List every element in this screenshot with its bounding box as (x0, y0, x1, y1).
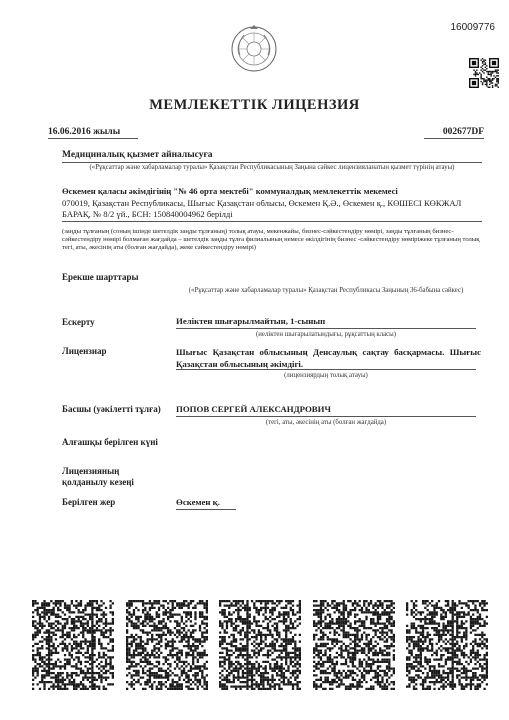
barcode-4-icon (313, 600, 395, 690)
license-number: 002677DF (442, 127, 484, 137)
validity-label-line1: Лицензияның (62, 466, 120, 476)
conditions-caption: («Рұқсаттар және хабарламалар туралы» Қазақстан Республикасы Заңының 36-бабына сәйкес) (188, 287, 464, 294)
licensor-underline (176, 369, 476, 370)
document-title: МЕМЛЕКЕТТІК ЛИЦЕНЗИЯ (149, 97, 360, 113)
remark-value: Иеліктен шығарылмайтын, 1-сынып (176, 316, 326, 326)
state-emblem-icon (230, 25, 278, 73)
validity-label-line2: қолданылу кезеңі (62, 477, 134, 487)
validity-label (62, 466, 134, 488)
qr-code-icon (469, 58, 499, 88)
head-value: ПОПОВ СЕРГЕЙ АЛЕКСАНДРОВИЧ (176, 404, 331, 414)
licensee-address: 070019, Қазақстан Республикасы, Шығыс Қазақстан облысы, Өскемен Қ.Ә., Өскемен қ., КӨШЕСІ КӨКЖАЛ БАРАҚ, № 8/2 үй., БСН: 150840004962 берілді (62, 198, 462, 219)
document-number: 16009776 (450, 22, 495, 33)
barcode-5-icon (406, 600, 488, 690)
license-number-underline (424, 138, 484, 139)
first-issue-label: Алғашқы берілген күні (62, 437, 158, 447)
conditions-label: Ерекше шарттары (62, 272, 139, 282)
licensor-label: Лицензиар (62, 346, 107, 356)
activity-underline (62, 162, 482, 163)
licensee-underline (62, 221, 482, 222)
head-caption: (тегі, аты, әкесінің аты (болған жағдайда) (265, 419, 387, 426)
issue-date: 16.06.2016 жылы (48, 127, 121, 137)
head-underline (176, 416, 476, 417)
barcode-3-icon (219, 600, 301, 690)
activity-caption: («Рұқсаттар және хабарламалар туралы» Қазақстан Республикасының Заңына сәйкес лицензияланатын қызмет түрінің атауы) (89, 164, 455, 171)
place-value: Өскемен қ. (176, 497, 220, 507)
barcode-1-icon (32, 600, 114, 690)
licensee-caption: (заңды тұлғаның (соның ішінде шетелдік заңды тұлғаның) толық атауы, мекенжайы, бизнес-сәйкестендіру нөмірі, заңды тұлғаның бизнес-сәйкестендіру нөмірі болмаған жағдайда – шетелдік заңды тұлға филиалының немесе өкілдігінің бизнес -сәйкестендіру нөміріжеке тұлғаның толық тегі, аты, әкесінің аты (болған жағдайда), жеке сәйкестендіру нөмірі) (62, 228, 480, 251)
licensor-value: Шығыс Қазақстан облысының Денсаулық сақтау басқармасы. Шығыс Қазақстан облысының әкімдігі. (176, 347, 481, 369)
remark-label: Ескерту (62, 317, 95, 327)
head-label: Басшы (уәкілетті тұлға) (62, 404, 161, 414)
licensor-caption: (лицензиярдың толық атауы) (284, 372, 368, 379)
place-underline (176, 509, 236, 510)
place-label: Берілген жер (62, 497, 116, 507)
licensee-name: Өскемен қаласы әкімдігінің "№ 46 орта мектебі" коммуналдық мемлекеттік мекемесі (62, 186, 398, 196)
barcode-row (32, 600, 488, 690)
remark-underline (176, 328, 476, 329)
barcode-2-icon (126, 600, 208, 690)
date-underline (48, 138, 138, 139)
remark-caption: (иеліктен шығарылатындығы, рұқсаттың класы) (256, 331, 396, 338)
activity-type: Медициналық қызмет айналысуға (62, 150, 213, 160)
